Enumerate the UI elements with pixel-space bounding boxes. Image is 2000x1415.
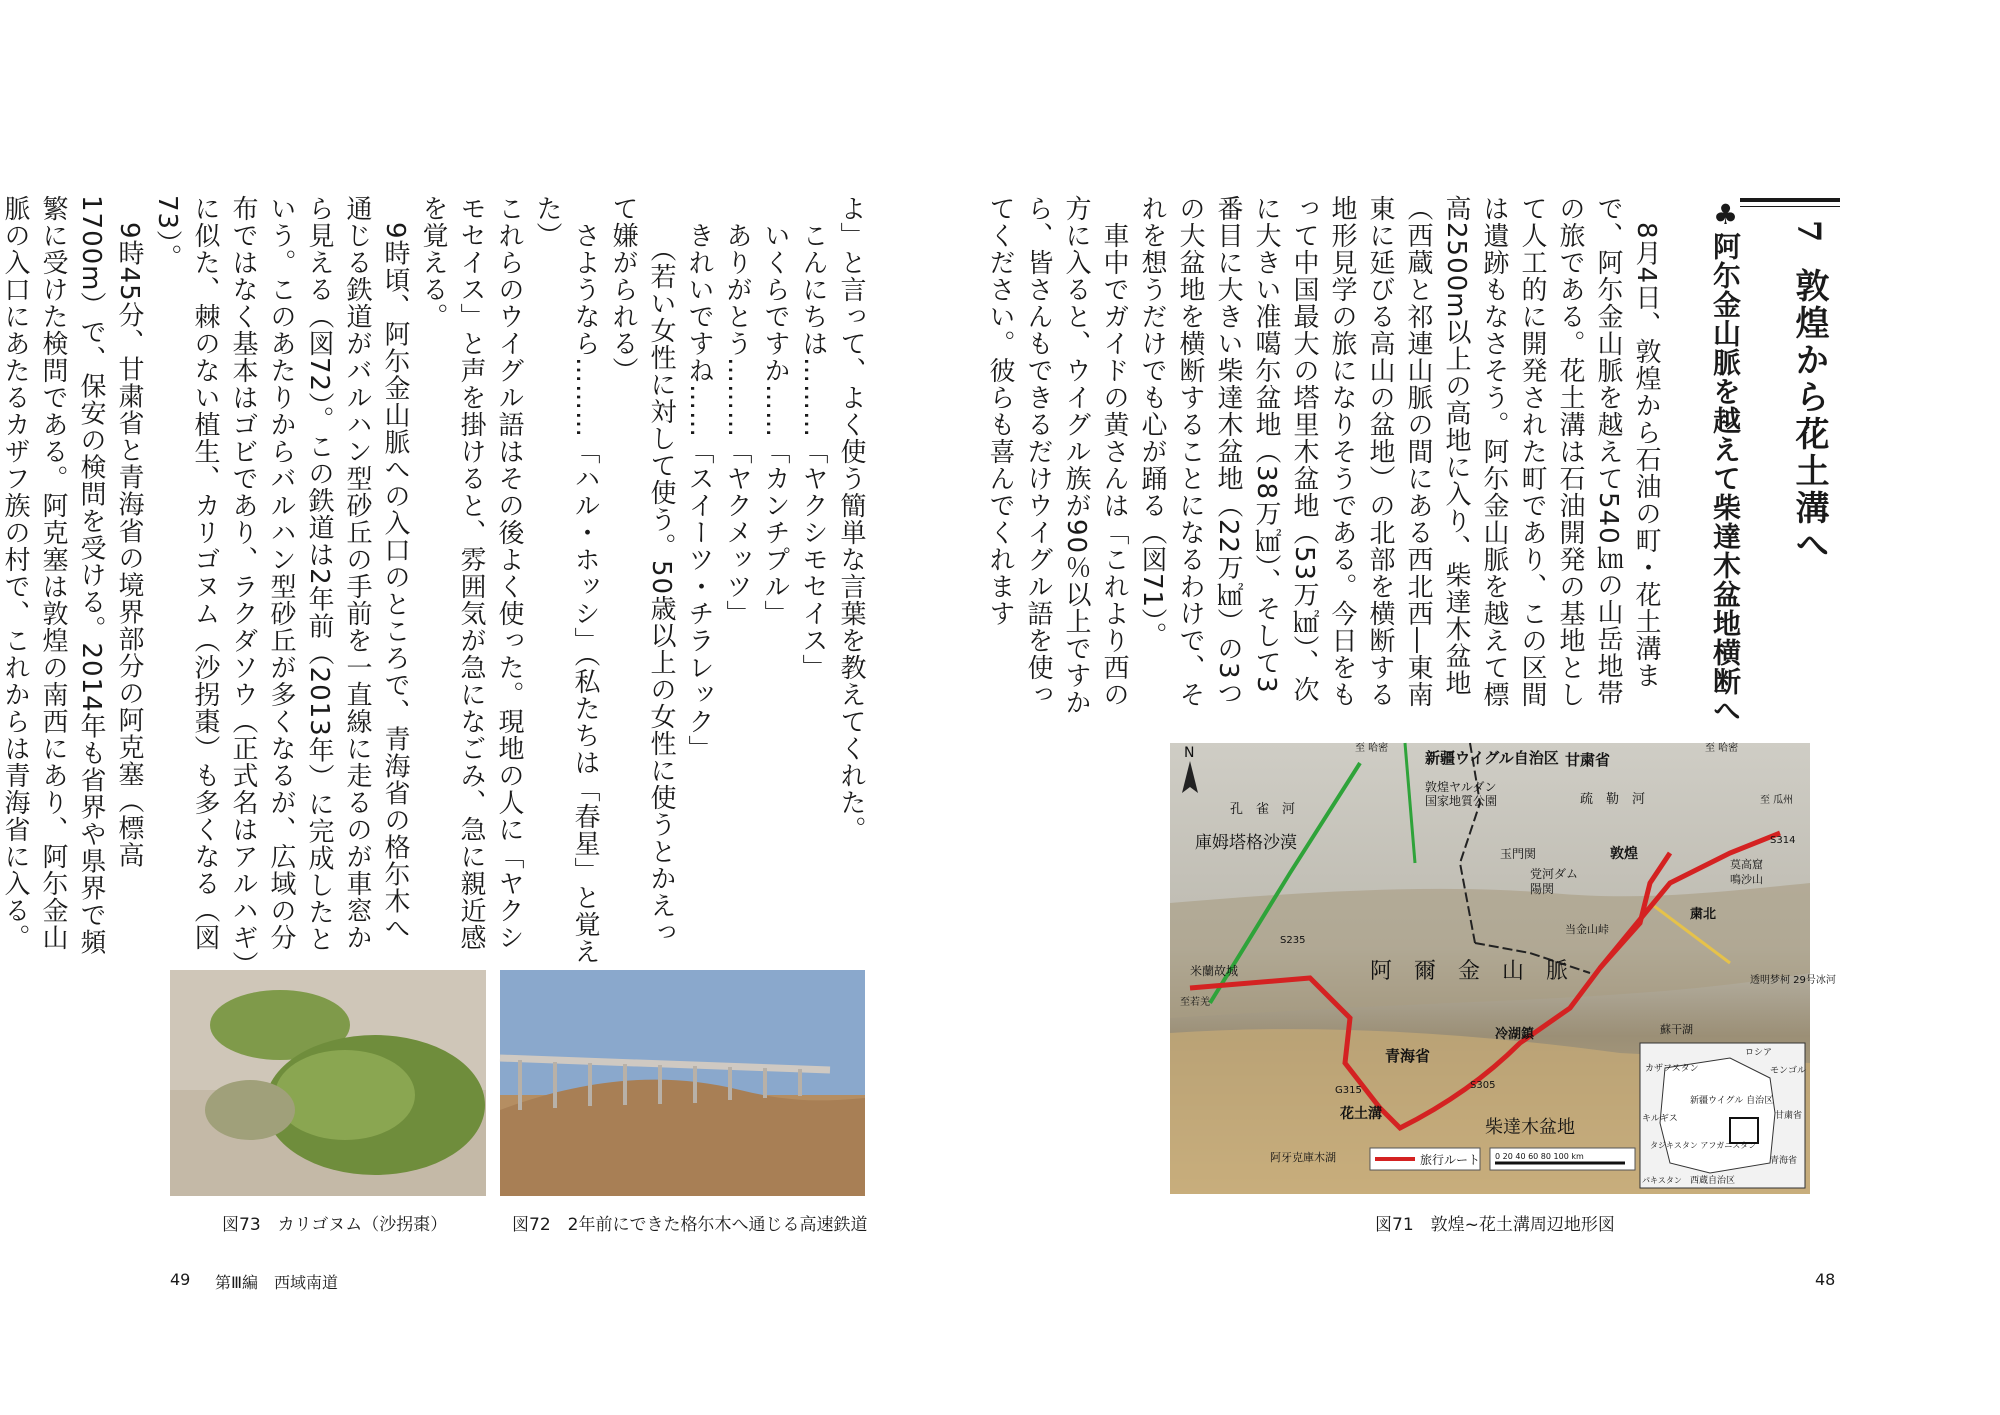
left-page-body: よ」と言って、よく使う簡単な言葉を教えてくれた。 こんにちは………「ヤクシモセイス」 いくらですか……「カンチプル」 ありがとう………「ヤクメッツ」 きれいですね……「スイーツ・チラレック」 （若い女性に対して使う。50歳以上の女性に使うとかえって嫌がられる） さようなら………「ハル・ホッシ」（私たちは「春星」と覚えた） これらのウイグル語はその後よく使った。現地の人に「ヤクシモセイス」と声を掛けると、雰囲気が急になごみ、急に親近感を覚える。 9時頃、阿尓金山脈への入口のところで、青海省の格尓木へ通じる鉄道がバルハン型砂丘の手前を一直線に走るのが車窓から見える（図72）。この鉄道は2年前（2013年）に完成したという。このあたりからバルハン型砂丘が多くなるが、広域の分布ではなく基本はゴビであり、ラクダソウ（正式名はアルハギ）に似た、棘のない植生、カリゴヌム（沙拐棗）も多くなる（図73）。 9時45分、甘粛省と青海省の境界部分の阿克塞（標高1700m）で、保安の検問を受ける。2014年も省界や県界で頻繁に受けた検問である。阿克塞は敦煌の南西にあり、阿尓金山脈の入口にあたるカザフ族の村で、これからは青海省に入る。	[0, 195, 866, 965]
inset-gansu: 甘粛省	[1775, 1111, 1803, 1121]
label-pass: 当金山峠	[1565, 923, 1609, 936]
fig73-photo	[170, 970, 486, 1196]
label-qinghai: 青海省	[1385, 1047, 1431, 1065]
label-lake2: 阿牙克庫木湖	[1270, 1151, 1336, 1164]
label-yumenguan: 玉門関	[1500, 847, 1537, 861]
label-xinjiang: 新疆ウイグル自治区	[1425, 749, 1559, 767]
inset-tibet: 西蔵自治区	[1690, 1176, 1736, 1186]
label-lake: 孔 雀 河	[1230, 802, 1296, 817]
fig73-caption: 図73 カリゴヌム（沙拐棗）	[222, 1215, 448, 1235]
scale-label: 0 20 40 60 80 100 km	[1495, 1152, 1584, 1161]
label-road-s235: S235	[1280, 935, 1306, 946]
label-yardang: 敦煌ヤルダン	[1425, 780, 1497, 794]
fig72-caption: 図72 2年前にできた格尓木へ通じる高速鉄道	[512, 1215, 868, 1235]
label-danghe: 党河ダム	[1530, 867, 1579, 881]
label-huatugou: 花土溝	[1340, 1106, 1382, 1122]
svg-text:N: N	[1184, 745, 1195, 761]
label-desert: 庫姆塔格沙漠	[1195, 833, 1297, 853]
label-gansu: 甘粛省	[1565, 751, 1611, 769]
title-rule-thin	[1740, 206, 1840, 207]
right-page-body: 8月4日、敦煌から石油の町・花土溝まで、阿尓金山脈を越えて540㎞の山岳地帯の旅である。花土溝は石油開発の基地として人工的に開発された町であり、この区間は遺跡もなさそう。阿尓金山脈を越えて標高2500m以上の高地に入り、柴達木盆地（西蔵と祁連山脈の間にある西北西―東南東に延びる高山の盆地）の北部を横断する地形見学の旅になりそうである。今日をもって中国最大の塔里木盆地（53万㎢）、次に大きい准噶尓盆地（38万㎢）、そして3番目に大きい柴達木盆地（22万㎢）の3つの大盆地を横断することになるわけで、それを想うだけでも心が踊る（図71）。 車中でガイドの黄さんは「これより西の方に入ると、ウイグル族が90％以上ですから、皆さんもできるだけウイグル語を使ってください。彼らも喜んでくれます	[985, 195, 1661, 717]
part-label: 第Ⅲ編 西域南道	[215, 1273, 339, 1292]
label-dunhuang: 敦煌	[1610, 846, 1638, 862]
label-miran: 米蘭故城	[1190, 964, 1239, 978]
chapter-number: 7	[1790, 220, 1828, 243]
inset-pakistan: パキスタン	[1642, 1176, 1682, 1185]
label-top2: 至 哈密	[1705, 743, 1739, 754]
chapter-title: 敦煌から花土溝へ	[1789, 268, 1829, 564]
left-page-number: 49	[170, 1270, 191, 1289]
label-road-g315: G315	[1335, 1085, 1362, 1096]
legend-route-label: 旅行ルート	[1420, 1153, 1481, 1167]
label-geopark: 国家地質公園	[1425, 794, 1498, 808]
label-top3: 至 瓜州	[1760, 795, 1794, 806]
label-road-s305: S305	[1470, 1080, 1496, 1091]
label-road-s314: S314	[1770, 835, 1796, 846]
inset-kazakh: カザフスタン	[1645, 1064, 1699, 1074]
label-suganhu: 蘇干湖	[1660, 1023, 1693, 1036]
fig72-photo	[500, 970, 865, 1196]
label-mars: 透明梦柯 29号冰河	[1750, 975, 1836, 986]
inset-xinjiang: 新疆ウイグル 自治区	[1690, 1096, 1774, 1106]
title-rule-thick	[1740, 198, 1840, 202]
legend-box	[1370, 1148, 1480, 1170]
terrain-map	[1170, 743, 1836, 1194]
label-yangguan: 陽関	[1530, 882, 1555, 896]
inset-kirgiz: キルギス	[1642, 1114, 1678, 1124]
inset-qinghai: 青海省	[1770, 1156, 1798, 1166]
label-qaidam: 柴達木盆地	[1485, 1117, 1575, 1138]
fig71-caption: 図71 敦煌~花土溝周辺地形図	[1375, 1215, 1615, 1235]
inset-tajik: タジキスタン アフガニスタン	[1650, 1141, 1757, 1150]
section-heading: ♣阿尓金山脈を越えて柴達木盆地横断へ	[1709, 198, 1742, 725]
label-ruoqiang: 至若羌	[1180, 997, 1210, 1008]
label-mingsha: 鳴沙山	[1730, 873, 1763, 886]
right-page-number: 48	[1815, 1270, 1836, 1289]
label-subei: 粛北	[1690, 907, 1717, 922]
label-top1: 至 哈密	[1355, 743, 1389, 754]
inset-map	[1640, 1043, 1806, 1188]
label-lenghu: 冷湖鎮	[1495, 1027, 1535, 1042]
label-river: 疏 勒 河	[1580, 792, 1646, 807]
label-mogao: 莫高窟	[1730, 858, 1763, 871]
label-aljin-range: 阿 爾 金 山 脈	[1370, 959, 1569, 984]
inset-mongol: モンゴル	[1770, 1066, 1807, 1076]
scale-bar	[1490, 1148, 1635, 1170]
inset-russia: ロシア	[1745, 1048, 1773, 1058]
